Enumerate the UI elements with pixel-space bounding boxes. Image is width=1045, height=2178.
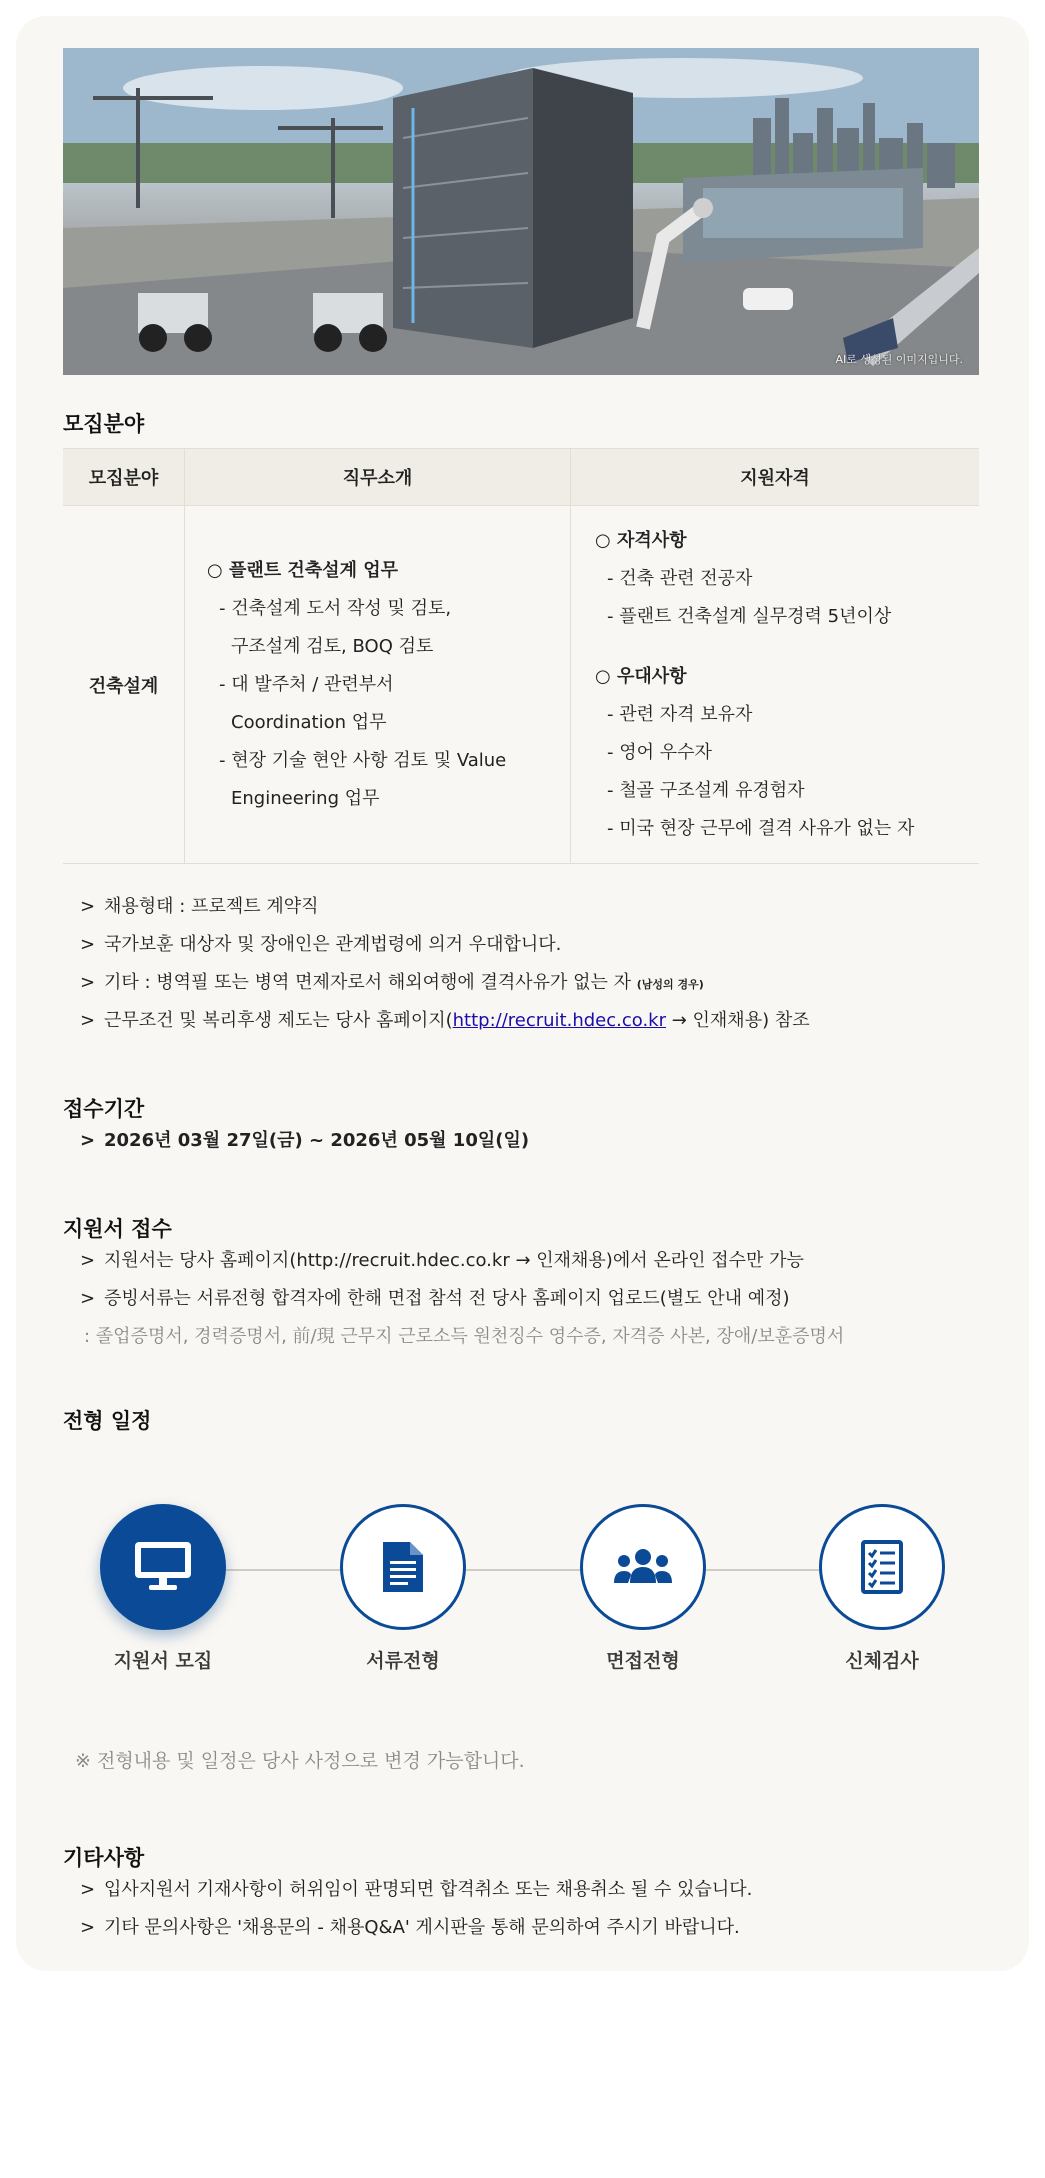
period-text: > 2026년 03월 27일(금) ~ 2026년 05월 10일(일) (80, 1122, 529, 1160)
duty-line: - 대 발주처 / 관련부서 (219, 673, 394, 695)
section-title-recruit-field: 모집분야 (63, 412, 145, 436)
arrow-icon: > (80, 972, 96, 993)
document-icon (380, 1539, 426, 1595)
step-circle (819, 1504, 945, 1630)
recruit-table (63, 448, 979, 864)
notes-list (80, 888, 810, 1040)
qualification-cell (571, 506, 980, 864)
preferred-item: - 미국 현장 근무에 결격 사유가 없는 자 (607, 817, 915, 839)
step-circle (340, 1504, 466, 1630)
duty-line: Engineering 업무 (231, 787, 380, 809)
application-line-2: > 증빙서류는 서류전형 합격자에 한해 면접 참석 전 당사 홈페이지 업로드(별도 안내 예정) (80, 1280, 844, 1318)
step-label: 지원서 모집 (113, 1650, 213, 1672)
duty-line: Coordination 업무 (231, 711, 387, 733)
etc-line-1: > 입사지원서 기재사항이 허위임이 판명되면 합격취소 또는 채용취소 될 수 있습니다. (80, 1871, 752, 1909)
etc-block (80, 1871, 752, 1947)
note-welfare: > 근무조건 및 복리후생 제도는 당사 홈페이지(http://recruit.hdec.co.kr → 인재채용) 참조 (80, 1002, 810, 1040)
hero-image (63, 48, 979, 375)
duty-cell (185, 506, 571, 864)
arrow-icon: > (80, 1288, 96, 1309)
preferred-heading: ○ 우대사항 (595, 665, 687, 687)
process-steps (63, 1490, 979, 1720)
section-title-etc: 기타사항 (63, 1846, 145, 1870)
arrow-icon: > (80, 1130, 96, 1151)
duty-line: 구조설계 검토, BOQ 검토 (231, 635, 434, 657)
field-cell: 건축설계 (63, 506, 185, 864)
schedule-notice: ※ 전형내용 및 일정은 당사 사정으로 변경 가능합니다. (75, 1750, 525, 1772)
application-line-1: > 지원서는 당사 홈페이지(http://recruit.hdec.co.kr → 인재채용)에서 온라인 접수만 가능 (80, 1242, 844, 1280)
table-row (63, 506, 979, 864)
table-header-field: 모집분야 (63, 449, 185, 506)
application-docs: : 졸업증명서, 경력증명서, 前/現 근무지 근로소득 원천징수 영수증, 자격증 사본, 장애/보훈증명서 (84, 1326, 845, 1347)
step-label: 면접전형 (606, 1650, 680, 1672)
duty-line: - 현장 기술 현안 사항 검토 및 Value (219, 749, 507, 771)
preferred-item: - 영어 우수자 (607, 741, 712, 763)
step-document-screening (313, 1504, 493, 1673)
group-icon (612, 1547, 674, 1587)
note-other: > 기타 : 병역필 또는 병역 면제자로서 해외여행에 결격사유가 없는 자 (남성의 경우) (80, 964, 810, 1002)
arrow-icon: > (80, 1010, 96, 1031)
arrow-icon: > (80, 1879, 96, 1900)
note-veterans: > 국가보훈 대상자 및 장애인은 관계법령에 의거 우대합니다. (80, 926, 810, 964)
application-block (80, 1242, 844, 1356)
table-header-row (63, 449, 979, 506)
note-other-small: (남성의 경우) (636, 978, 704, 991)
step-circle (580, 1504, 706, 1630)
monitor-icon (133, 1540, 193, 1594)
step-application (73, 1504, 253, 1673)
duty-line: - 건축설계 도서 작성 및 검토, (219, 597, 452, 619)
checklist-icon (860, 1539, 904, 1595)
section-title-application: 지원서 접수 (63, 1217, 172, 1241)
required-item: - 건축 관련 전공자 (607, 567, 753, 589)
required-item: - 플랜트 건축설계 실무경력 5년이상 (607, 605, 892, 627)
recruit-homepage-link[interactable]: http://recruit.hdec.co.kr (452, 1010, 666, 1031)
required-heading: ○ 자격사항 (595, 529, 687, 551)
section-title-period: 접수기간 (63, 1097, 145, 1121)
period-block (80, 1122, 529, 1160)
etc-line-2: > 기타 문의사항은 '채용문의 - 채용Q&A' 게시판을 통해 문의하여 주시기 바랍니다. (80, 1909, 752, 1947)
arrow-icon: > (80, 896, 96, 917)
table-header-qualification: 지원자격 (571, 449, 980, 506)
note-employment: > 채용형태 : 프로젝트 계약직 (80, 888, 810, 926)
duty-heading: ○ 플랜트 건축설계 업무 (207, 559, 398, 581)
section-title-schedule: 전형 일정 (63, 1409, 152, 1433)
preferred-item: - 철골 구조설계 유경험자 (607, 779, 805, 801)
step-label: 신체검사 (845, 1650, 919, 1672)
arrow-icon: > (80, 1250, 96, 1271)
preferred-item: - 관련 자격 보유자 (607, 703, 753, 725)
arrow-icon: > (80, 1917, 96, 1938)
step-circle (100, 1504, 226, 1630)
step-interview (553, 1504, 733, 1673)
table-header-duty: 직무소개 (185, 449, 571, 506)
step-label: 서류전형 (366, 1650, 440, 1672)
step-medical-check (792, 1504, 972, 1673)
arrow-icon: > (80, 934, 96, 955)
hero-caption: AI로 생성된 이미지입니다. (835, 353, 963, 366)
